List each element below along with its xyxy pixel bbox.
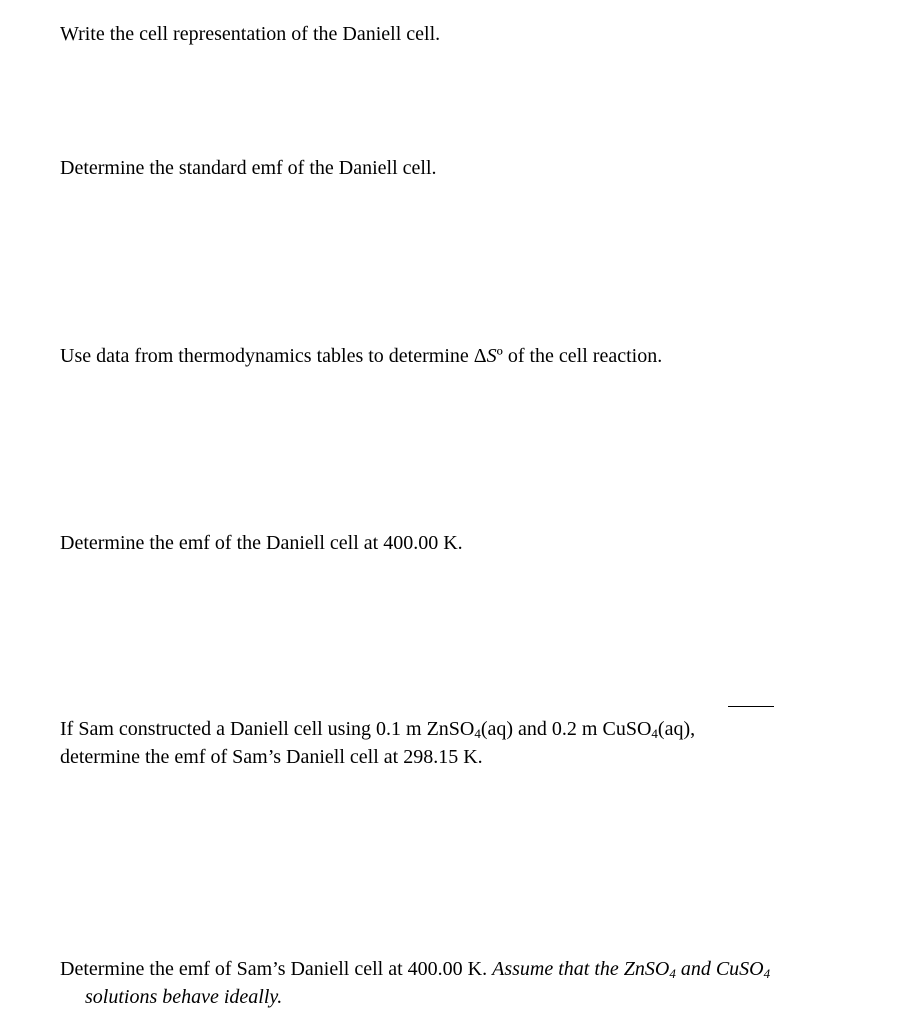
- subscript: 4: [474, 726, 481, 741]
- question-standard-emf: [60, 155, 437, 181]
- question-sam-emf-298k: [60, 716, 695, 770]
- question-text: Write the cell representation of the Daniell cell.: [60, 23, 441, 45]
- question-line-1: [60, 956, 770, 984]
- text-part: Determine the emf of Sam’s Daniell cell at 400.00 K.: [60, 958, 493, 980]
- subscript: 4: [651, 726, 658, 741]
- subscript: 4: [669, 966, 676, 981]
- question-text: Determine the standard emf of the Daniell cell.: [60, 157, 437, 179]
- assumption-text: and CuSO: [675, 958, 764, 980]
- entropy-symbol: S: [486, 345, 497, 367]
- text-part: (aq),: [657, 718, 696, 740]
- question-emf-400k: [60, 530, 463, 556]
- assumption-text: Assume that the ZnSO: [492, 958, 670, 980]
- text-part: If Sam constructed a Daniell cell using 0.1 m ZnSO: [60, 718, 475, 740]
- question-text-before: Use data from thermodynamics tables to determine Δ: [60, 345, 487, 367]
- question-sam-emf-400k: [60, 956, 770, 1010]
- question-entropy-change: [60, 343, 662, 369]
- question-text: Determine the emf of the Daniell cell at 400.00 K.: [60, 532, 463, 554]
- question-line-2: solutions behave ideally.: [85, 986, 283, 1008]
- text-part: (aq) and 0.2 m CuSO: [480, 718, 652, 740]
- question-line-2: determine the emf of Sam’s Daniell cell at 298.15 K.: [60, 746, 483, 768]
- question-line-1: [60, 716, 695, 744]
- question-text-after: º of the cell reaction.: [496, 345, 663, 367]
- question-cell-representation: [60, 21, 440, 47]
- short-rule: [728, 706, 774, 707]
- subscript: 4: [763, 966, 771, 981]
